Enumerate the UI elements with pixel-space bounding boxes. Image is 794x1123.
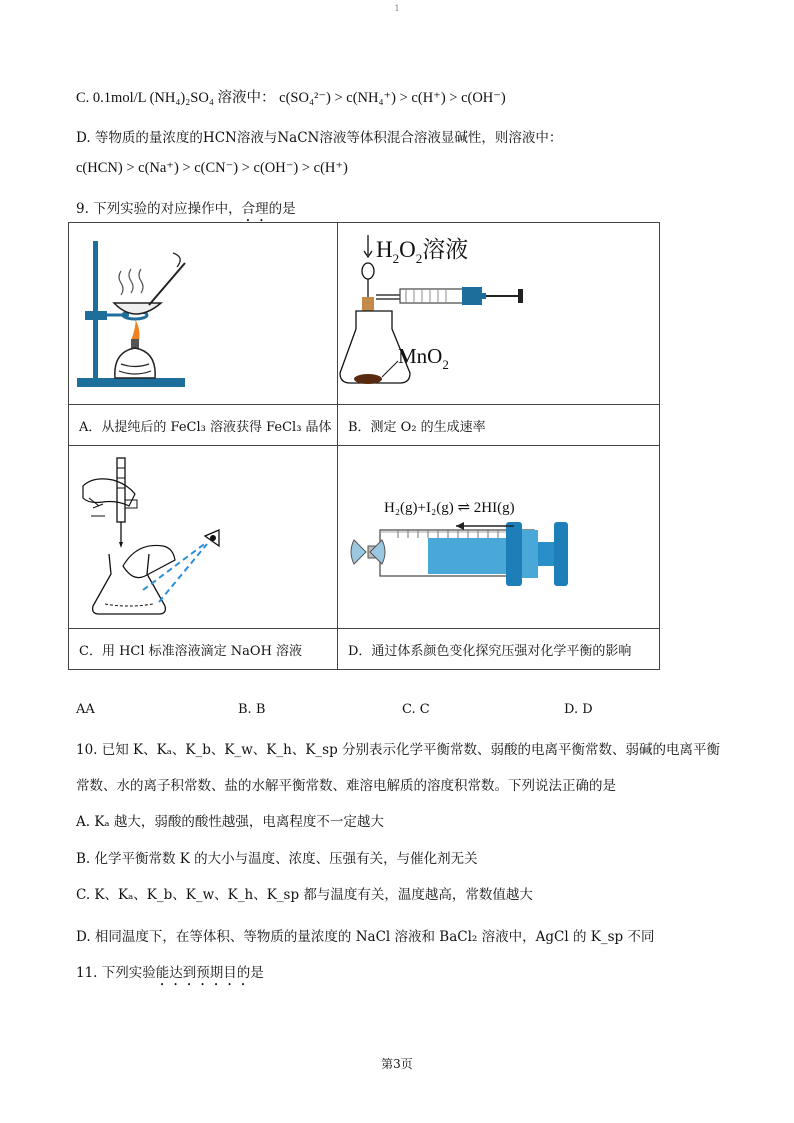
q11-stem-emphasis: 能达到预期目的 [155, 965, 251, 981]
q9-figure-d [338, 446, 660, 629]
q9-choice-a[interactable]: AA [76, 702, 95, 717]
q11-stem-text: 11. 下列实验 [76, 965, 156, 981]
q8-c-prefix: C. 0.1mol/L [76, 90, 146, 106]
q8-option-d: D. 等物质的量浓度的HCN溶液与NaCN溶液等体积混合溶液显碱性，则溶液中： [76, 130, 563, 146]
q11-stem [76, 961, 264, 989]
q8-c-solution: 溶液中： [217, 90, 276, 106]
q10-option-d: D. 相同温度下，在等体积、等物质的量浓度的 NaCl 溶液和 BaCl₂ 溶液中，AgCl 的 K_sp 不同 [76, 929, 655, 945]
q9-choice-d[interactable]: D. D [564, 702, 593, 717]
q9-caption-a: A．从提纯后的 FeCl₃ 溶液获得 FeCl₃ 晶体 [69, 405, 338, 446]
q9-choice-b[interactable]: B. B [238, 702, 266, 717]
q8-option-c [76, 86, 506, 107]
q9-figure-b [338, 223, 660, 405]
q9-caption-c: C．用 HCl 标准溶液滴定 NaOH 溶液 [69, 629, 338, 670]
q9-figure-c [69, 446, 338, 629]
titration-diagram [69, 446, 337, 624]
q9-stem-text: 9. 下列实验的对应操作中， [76, 201, 242, 217]
q9-options-table [68, 222, 660, 670]
page-footer: 第3页 [381, 1057, 413, 1071]
q8-option-d-relation: c(HCN) > c(Na⁺) > c(CN⁻) > c(OH⁻) > c(H⁺) [76, 160, 348, 176]
q11-stem-end: 是 [250, 965, 264, 981]
syringe-pressure-diagram [338, 446, 659, 624]
q8-c-compound: (NH₄)₂SO₄ [149, 90, 214, 106]
q9-stem-end: 的是 [268, 201, 296, 217]
equilibrium-equation: H₂(g)+I₂(g) ⇌ 2HI(g) [384, 500, 515, 516]
q10-stem-line1: 10. 已知 K、Kₐ、K_b、K_w、K_h、K_sp 分别表示化学平衡常数、弱酸的电离平衡常数、弱碱的电离平衡 [76, 742, 721, 758]
page-header-number: 1 [394, 4, 400, 13]
q10-stem-line2: 常数、水的离子积常数、盐的水解平衡常数、难溶电解质的溶度积常数。下列说法正确的是 [76, 778, 616, 794]
q9-caption-d: D．通过体系颜色变化探究压强对化学平衡的影响 [338, 629, 660, 670]
q10-option-b: B. 化学平衡常数 K 的大小与温度、浓度、压强有关，与催化剂无关 [76, 851, 478, 867]
evaporation-apparatus-diagram [69, 223, 337, 400]
q10-option-a: A. Kₐ 越大，弱酸的酸性越强，电离程度不一定越大 [76, 814, 384, 830]
gas-syringe-apparatus-diagram [338, 223, 659, 400]
svg-text:H2O2溶液: $H_2O_2$溶液 [376, 237, 469, 266]
q8-c-relation: c(SO₄²⁻) > c(NH₄⁺) > c(H⁺) > c(OH⁻) [279, 90, 506, 106]
svg-text:MnO2: MnO$_2$ [398, 344, 449, 372]
q9-stem-emphasis: 合理 [241, 201, 269, 217]
q9-stem [76, 197, 296, 225]
q10-option-c: C. K、Kₐ、K_b、K_w、K_h、K_sp 都与温度有关，温度越高，常数值越大 [76, 887, 533, 903]
q9-choice-c[interactable]: C. C [402, 702, 430, 717]
q9-figure-a [69, 223, 338, 405]
q9-caption-b: B．测定 O₂ 的生成速率 [338, 405, 660, 446]
